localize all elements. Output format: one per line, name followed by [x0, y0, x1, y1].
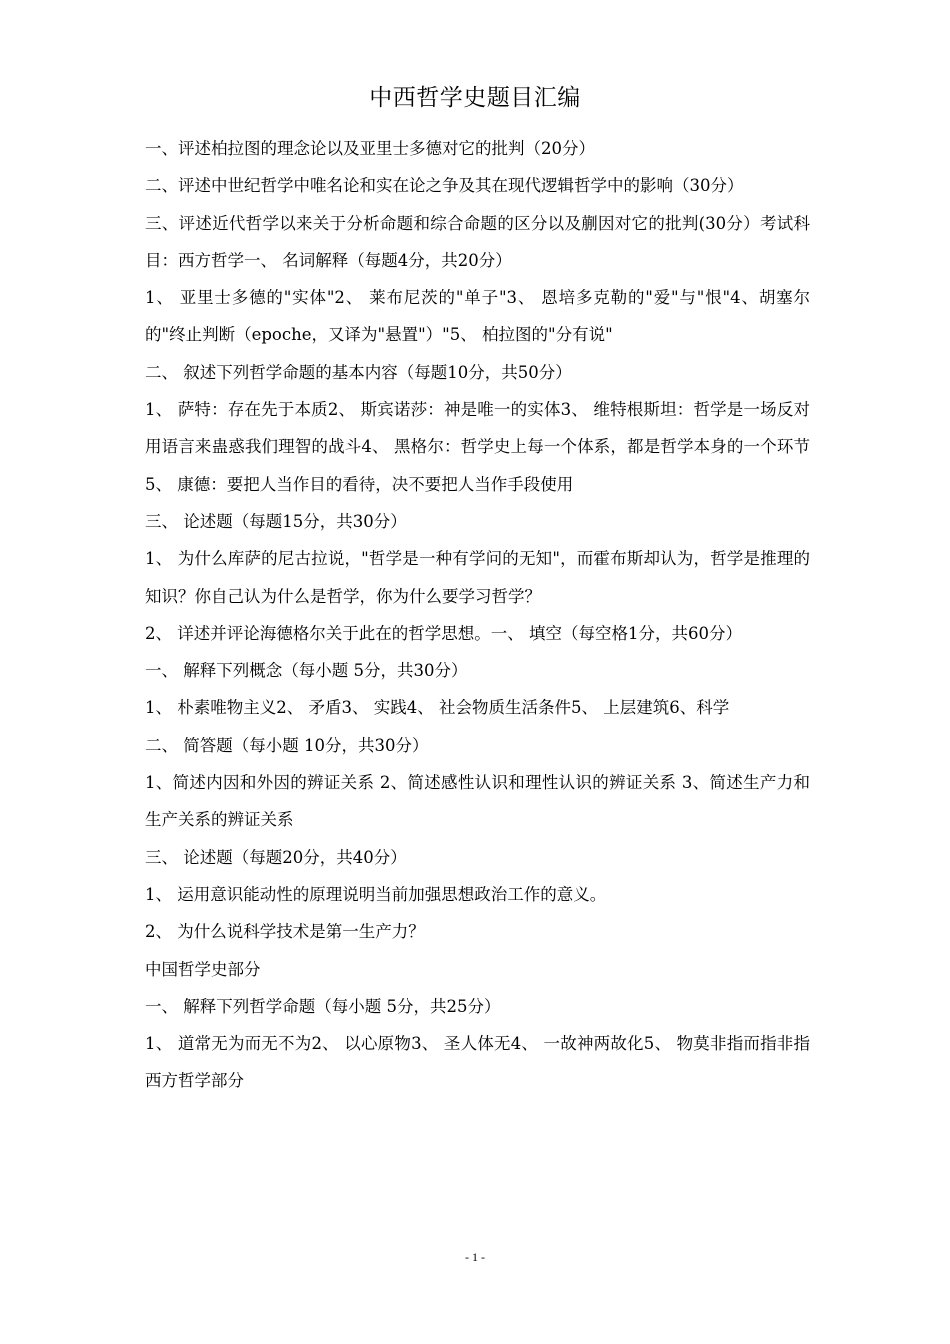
paragraph: 2、 详述并评论海德格尔关于此在的哲学思想。一、 填空（每空格1分，共60分） [145, 623, 742, 643]
paragraph: 1、 运用意识能动性的原理说明当前加强思想政治工作的意义。 [145, 884, 607, 904]
paragraph: 三、评述近代哲学以来关于分析命题和综合命题的区分以及蒯因对它的批判(30分）考试科目：西方哲学一、 名词解释（每题4分，共20分） [145, 213, 810, 270]
paragraph: 二、评述中世纪哲学中唯名论和实在论之争及其在现代逻辑哲学中的影响（30分） [145, 176, 744, 196]
paragraph: 1、 道常无为而无不为2、 以心原物3、 圣人体无4、 一故神两故化5、 物莫非指而指非指西方哲学部分 [145, 1034, 810, 1091]
paragraph: 二、 简答题（每小题 10分，共30分） [145, 735, 429, 755]
page-number: - 1 - [465, 1250, 485, 1264]
paragraph: 一、评述柏拉图的理念论以及亚里士多德对它的批判（20分） [145, 139, 595, 158]
paragraph: 一、 解释下列哲学命题（每小题 5分，共25分） [145, 996, 501, 1016]
paragraph: 三、 论述题（每题15分，共30分） [145, 511, 407, 531]
paragraph: 1、 亚里士多德的"实体"2、 莱布尼茨的"单子"3、 恩培多克勒的"爱"与"恨"4、胡塞尔的"终止判断（epoche，又译为"悬置"）"5、 柏拉图的"分有说" [145, 288, 810, 345]
paragraph: 二、 叙述下列哲学命题的基本内容（每题10分，共50分） [145, 362, 572, 382]
paragraph: 1、 为什么库萨的尼古拉说，"哲学是一种有学问的无知"，而霍布斯却认为，哲学是推理的知识？你自己认为什么是哲学，你为什么要学习哲学？ [145, 549, 810, 606]
paragraph: 一、 解释下列概念（每小题 5分，共30分） [145, 661, 468, 681]
paragraph: 2、 为什么说科学技术是第一生产力？ [145, 922, 425, 942]
paragraph: 1、 朴素唯物主义2、 矛盾3、 实践4、 社会物质生活条件5、 上层建筑6、科学 [145, 698, 730, 718]
document-title: 中西哲学史题目汇编 [369, 85, 581, 111]
document-body [145, 130, 810, 1100]
paragraph: 1、 萨特：存在先于本质2、 斯宾诺莎：神是唯一的实体3、 维特根斯坦：哲学是一场反对用语言来蛊惑我们理智的战斗4、 黑格尔：哲学史上每一个体系，都是哲学本身的一个环节5、 康德：要把人当作目的看待，决不要把人当作手段使用 [145, 400, 810, 494]
paragraph: 中国哲学史部分 [145, 959, 261, 979]
paragraph: 1、简述内因和外因的辨证关系 2、简述感性认识和理性认识的辨证关系 3、简述生产力和生产关系的辨证关系 [145, 773, 810, 830]
paragraph: 三、 论述题（每题20分，共40分） [145, 847, 407, 867]
